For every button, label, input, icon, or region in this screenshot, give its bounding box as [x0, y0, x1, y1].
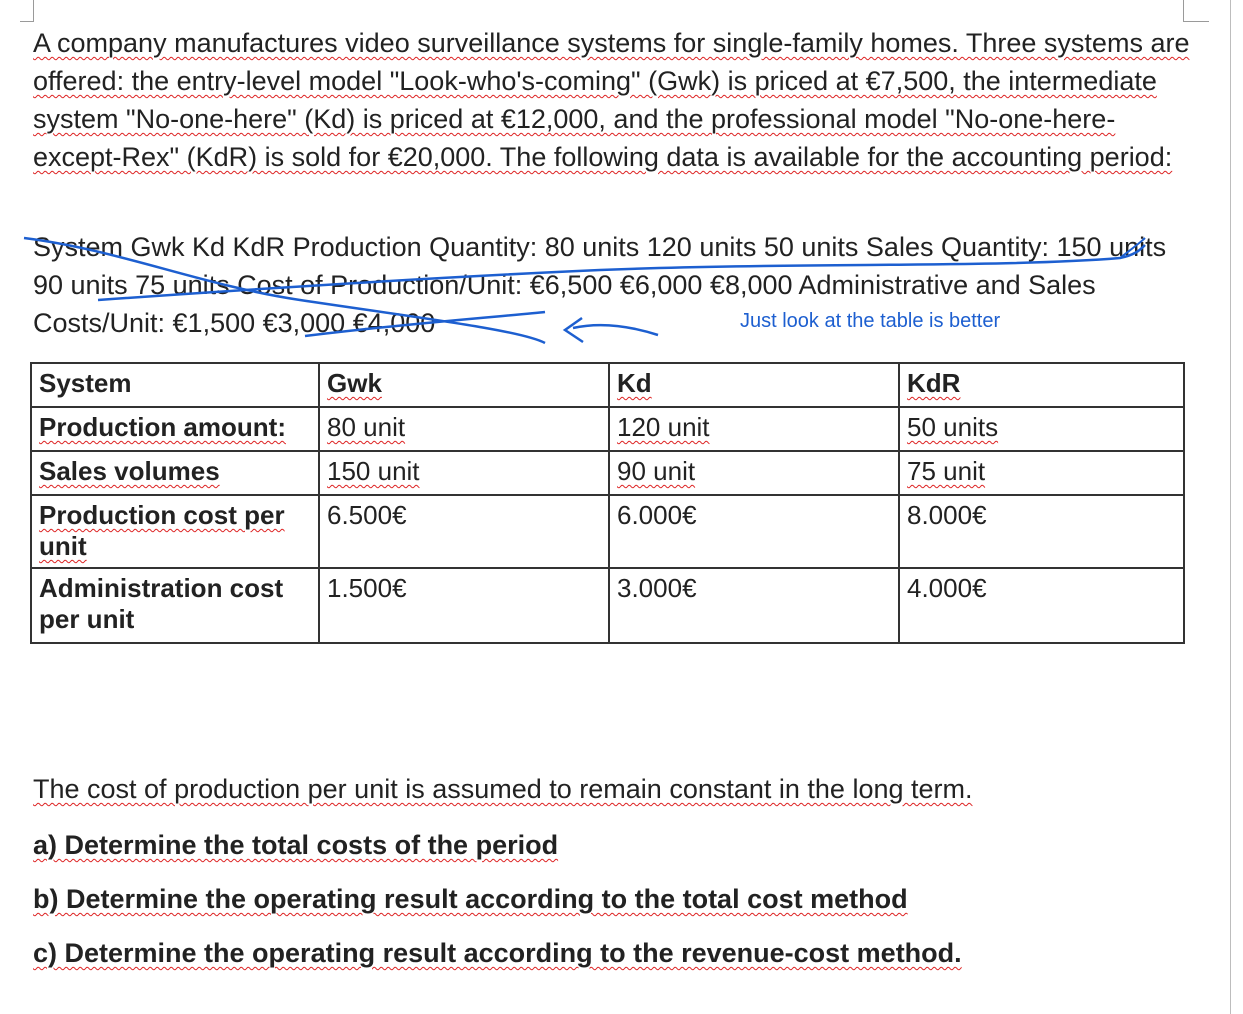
table-cell: 6.000€ [609, 495, 899, 568]
table-cell: 1.500€ [319, 568, 609, 643]
table-cell: 75 unit [899, 451, 1184, 495]
table-cell: 120 unit [609, 407, 899, 451]
row-label: Production cost per unit [31, 495, 319, 568]
struck-data-paragraph: System Gwk Kd KdR Production Quantity: 80 units 120 units 50 units Sales Quantity: 150 units 90 units 75 units Cost of Production/Unit: €6,500 €6,000 €8,000 Administrative and Sales Costs/Unit: €1,500 €3,000 €4,000 [33, 232, 1167, 338]
table-cell: 50 units [899, 407, 1184, 451]
question-a: a) Determine the total costs of the period [33, 830, 559, 860]
table-header-cell: KdR [899, 363, 1184, 407]
row-label: Sales volumes [31, 451, 319, 495]
strike-stroke-1 [24, 238, 545, 343]
data-table [30, 362, 1185, 644]
table-row [31, 568, 1184, 643]
table-row [31, 495, 1184, 568]
question-b: b) Determine the operating result according to the total cost method [33, 884, 908, 914]
table-cell: 3.000€ [609, 568, 899, 643]
table-cell: 150 unit [319, 451, 609, 495]
table-header-row [31, 363, 1184, 407]
table-cell: 6.500€ [319, 495, 609, 568]
table-header-cell: System [31, 363, 319, 407]
table-cell: 90 unit [609, 451, 899, 495]
assumption-text: The cost of production per unit is assumed to remain constant in the long term. [33, 774, 973, 804]
table-cell: 80 unit [319, 407, 609, 451]
arrow-shaft [573, 325, 658, 335]
table-row [31, 451, 1184, 495]
row-label: Administration cost per unit [31, 568, 319, 643]
table-cell: 4.000€ [899, 568, 1184, 643]
question-c: c) Determine the operating result according to the revenue-cost method. [33, 938, 962, 968]
table-row [31, 407, 1184, 451]
table-header-cell: Gwk [319, 363, 609, 407]
table-cell: 8.000€ [899, 495, 1184, 568]
table-header-cell: Kd [609, 363, 899, 407]
arrow-head-icon [565, 318, 583, 342]
row-label: Production amount: [31, 407, 319, 451]
intro-paragraph: A company manufactures video surveillance systems for single-family homes. Three systems are offered: the entry-level model "Look-who's-coming" (Gwk) is priced at €7,500, the intermediate system "No-one-here" (Kd) is priced at €12,000, and the professional model "No-one-here-except-Rex" (KdR) is sold for €20,000. The following data is available for the accounting period: [33, 28, 1190, 172]
handwritten-note: Just look at the table is better [740, 310, 1001, 332]
